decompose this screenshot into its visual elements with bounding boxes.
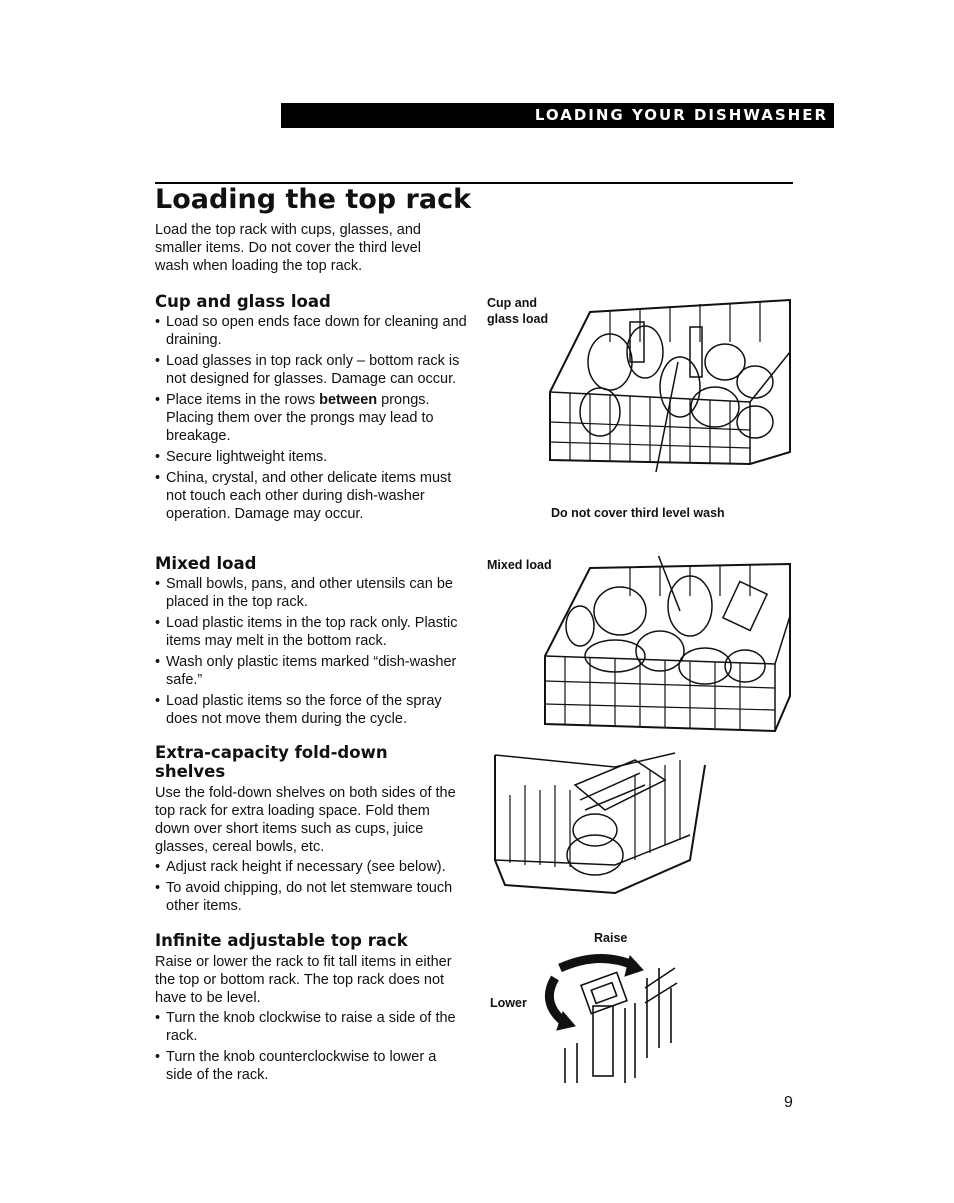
list-item: [155, 391, 470, 445]
list-item-text: prongs. Placing them over the prongs may lead to breakage.: [166, 392, 434, 444]
mixed-section: [155, 554, 470, 731]
shelves-text: Use the fold-down shelves on both sides of the top rack for extra loading space. Fold them down over short items such as cups, juice glasses, cereal bowls, etc.: [155, 785, 456, 855]
list-item: • Load plastic items in the top rack only. Plastic items may melt in the bottom rack.: [155, 614, 470, 650]
caption-mixed: Mixed load: [487, 558, 552, 572]
list-item: • Load so open ends face down for cleaning and draining.: [155, 313, 470, 349]
shelves-heading: Extra-capacity fold-down shelves: [155, 743, 388, 781]
rack-cup-glass-illustration: [540, 292, 796, 472]
rack-mixed-illustration: [540, 556, 796, 736]
mixed-list: [155, 575, 470, 728]
section-banner: LOADING YOUR DISHWASHER: [281, 103, 834, 128]
list-item: • To avoid chipping, do not let stemware touch other items.: [155, 879, 465, 915]
list-item: • Load plastic items so the force of the spray does not move them during the cycle.: [155, 692, 470, 728]
caption-cup-glass: Cup and glass load: [487, 296, 549, 326]
caption-raise: Raise: [594, 931, 628, 945]
page-title: Loading the top rack: [155, 184, 472, 215]
list-item: • Secure lightweight items.: [155, 448, 470, 466]
cup-glass-section: [155, 292, 470, 526]
shelves-section: [155, 743, 465, 918]
list-item: • Turn the knob clockwise to raise a side of the rack.: [155, 1009, 460, 1045]
adjustable-text: Raise or lower the rack to fit tall items in either the top or bottom rack. The top rack does not have to be level.: [155, 954, 452, 1006]
shelves-list: [155, 858, 465, 915]
list-item: • Wash only plastic items marked “dish-washer safe.”: [155, 653, 470, 689]
cup-glass-heading: Cup and glass load: [155, 292, 331, 311]
list-item: • Small bowls, pans, and other utensils can be placed in the top rack.: [155, 575, 470, 611]
caption-third-level: Do not cover third level wash: [551, 506, 725, 520]
cup-glass-list: [155, 313, 470, 523]
intro-text: Load the top rack with cups, glasses, and smaller items. Do not cover the third level wash when loading the top rack.: [155, 222, 421, 274]
emphasis-between: between: [319, 392, 378, 408]
fold-down-shelves-illustration: [485, 745, 710, 895]
rack-adjust-knob-illustration: [535, 948, 685, 1088]
intro-block: [155, 221, 455, 275]
list-item: • China, crystal, and other delicate items must not touch each other during dish-washer operation. Damage may occur.: [155, 469, 470, 523]
list-item: • Load glasses in top rack only – bottom rack is not designed for glasses. Damage can occur.: [155, 352, 470, 388]
list-item-text: Place items in the rows: [166, 392, 320, 408]
list-item: • Adjust rack height if necessary (see below).: [155, 858, 465, 876]
page-number: 9: [784, 1094, 793, 1111]
adjustable-heading: Infinite adjustable top rack: [155, 931, 408, 950]
adjustable-list: [155, 1009, 460, 1084]
list-item: • Turn the knob counterclockwise to lower a side of the rack.: [155, 1048, 460, 1084]
adjustable-section: [155, 931, 460, 1087]
mixed-heading: Mixed load: [155, 554, 257, 573]
caption-lower: Lower: [490, 996, 527, 1010]
